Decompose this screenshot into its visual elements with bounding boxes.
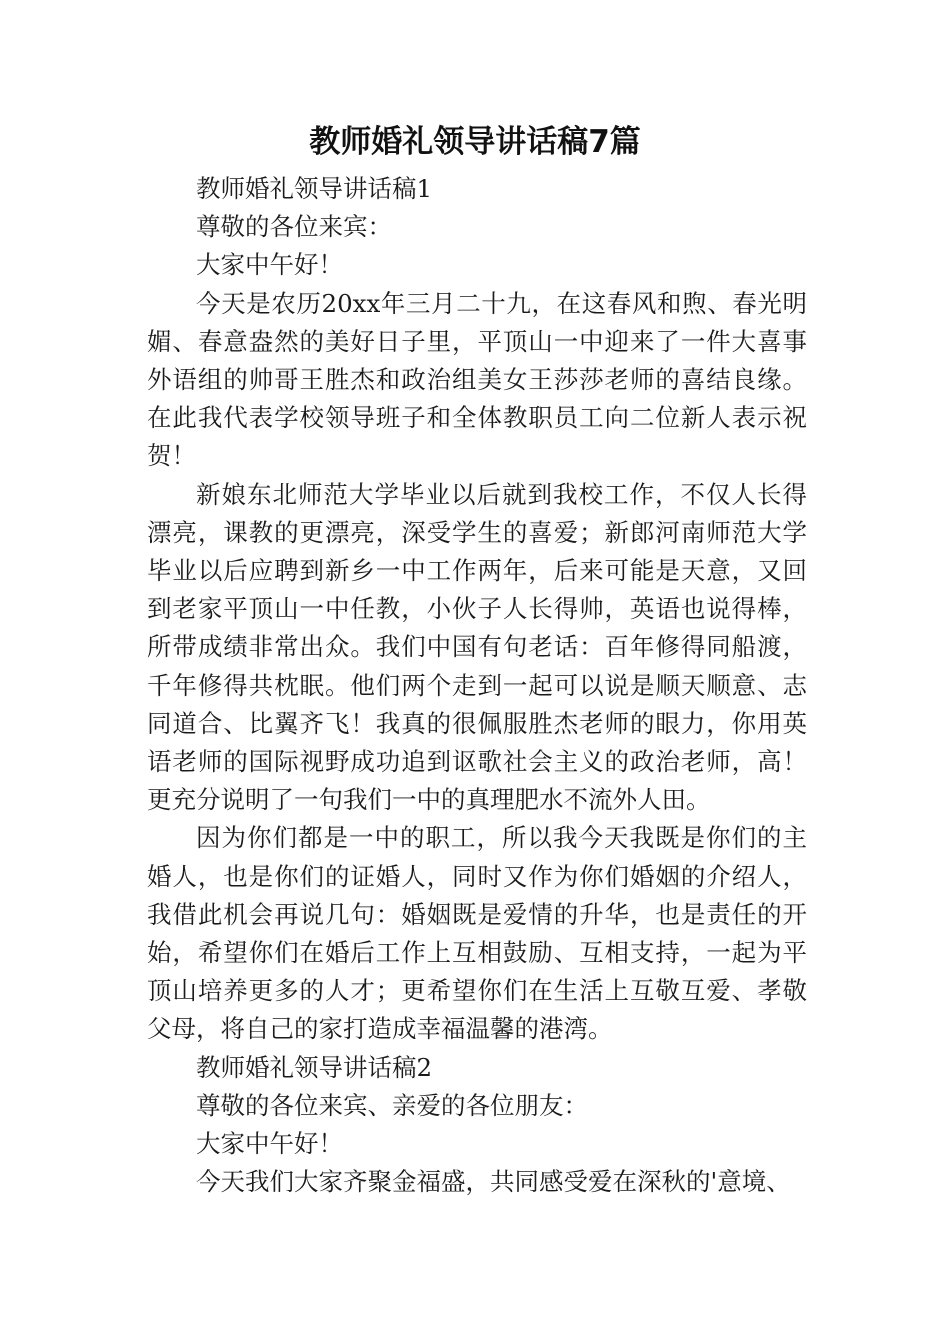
section-heading-1: 教师婚礼领导讲话稿1 bbox=[196, 174, 433, 203]
paragraph: 今天是农历20xx年三月二十九，在这春风和煦、春光明媚、春意盎然的美好日子里，平顶山一中迎来了一件大喜事外语组的帅哥王胜杰和政治组美女王莎莎老师的喜结良缘。在此我代表学校领导班子和全体教职员工向二位新人表示祝贺！ bbox=[147, 288, 807, 471]
document-title: 教师婚礼领导讲话稿7篇 bbox=[309, 124, 641, 160]
salutation: 尊敬的各位来宾： bbox=[196, 212, 392, 242]
greeting: 大家中午好！ bbox=[196, 250, 343, 280]
salutation: 尊敬的各位来宾、亲爱的各位朋友： bbox=[196, 1090, 588, 1120]
paragraph: 今天我们大家齐聚金福盛，共同感受爱在深秋的'意境、 bbox=[196, 1167, 791, 1197]
document-body bbox=[147, 170, 807, 1201]
paragraph: 因为你们都是一中的职工，所以我今天我既是你们的主婚人，也是你们的证婚人，同时又作为你们婚姻的介绍人，我借此机会再说几句：婚姻既是爱情的升华，也是责任的开始，希望你们在婚后工作上互相鼓励、互相支持，一起为平顶山培养更多的人才；更希望你们在生活上互敬互爱、孝敬父母，将自己的家打造成幸福温馨的港湾。 bbox=[147, 823, 807, 1044]
section-heading-2: 教师婚礼领导讲话稿2 bbox=[196, 1052, 433, 1082]
greeting: 大家中午好！ bbox=[196, 1129, 343, 1159]
paragraph: 新娘东北师范大学毕业以后就到我校工作，不仅人长得漂亮，课教的更漂亮，深受学生的喜爱；新郎河南师范大学毕业以后应聘到新乡一中工作两年，后来可能是天意，又回到老家平顶山一中任教，小伙子人长得帅，英语也说得棒，所带成绩非常出众。我们中国有句老话：百年修得同船渡，千年修得共枕眠。他们两个走到一起可以说是顺天顺意、志同道合、比翼齐飞！我真的很佩服胜杰老师的眼力，你用英语老师的国际视野成功追到讴歌社会主义的政治老师，高！更充分说明了一句我们一中的真理肥水不流外人田。 bbox=[147, 479, 807, 815]
